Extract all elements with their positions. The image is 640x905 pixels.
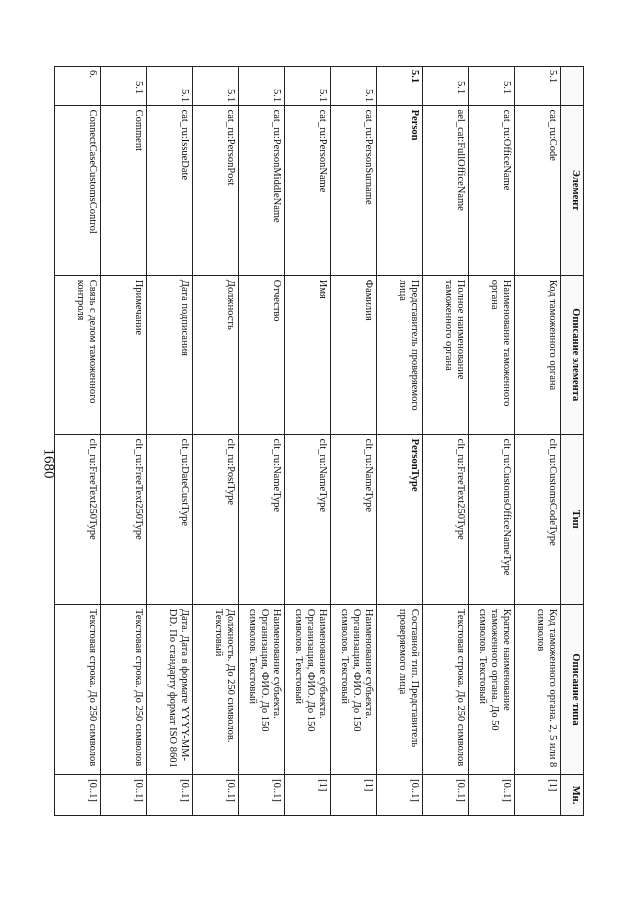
row-element-desc: Представитель проверяемого лица [377,275,423,434]
row-type-desc: Составной тип. Представитель проверяемого лица [377,604,423,774]
row-type-desc: Код таможенного органа. 2, 5 или 8 символов [515,604,561,774]
row-num: 5.1 [101,67,147,106]
row-num: 5.1 [193,67,239,106]
page-number: 1680 [40,448,57,479]
table-header-row [561,67,584,816]
row-type: clt_ru:FreeText250Type [55,434,101,604]
row-type-desc: Краткое наименование таможенного органа. До 50 символов. Текстовый [469,604,515,774]
row-element-desc: Полное наименование таможенного органа [423,275,469,434]
row-type-desc: Наименование субъекта. Организация, ФИО. До 150 символов. Текстовый [285,604,331,774]
row-element: cat_ru:IssueDate [147,105,193,275]
row-element-desc: Имя [285,275,331,434]
row-mn: [1] [515,775,561,816]
row-type-desc: Должность. До 250 символов. Текстовый [193,604,239,774]
row-mn: [0..1] [55,775,101,816]
row-element-desc: Должность [193,275,239,434]
row-element-desc: Примечание [101,275,147,434]
row-element: ConnectCaseCustomsControl [55,105,101,275]
table-row [515,67,561,816]
row-element-desc: Код таможенного органа [515,275,561,434]
header-element: Элемент [561,105,584,275]
row-mn: [0..1] [193,775,239,816]
schema-table [54,66,584,816]
row-num: 5.1 [423,67,469,106]
row-num: 5.1 [377,67,423,106]
row-type: clt_ru:DateCustType [147,434,193,604]
row-mn: [0..1] [423,775,469,816]
row-type: clt_ru:CustomsOfficeNameType [469,434,515,604]
row-element-desc: Дата подписания [147,275,193,434]
row-element: cat_ru:PersonPost [193,105,239,275]
table-row [377,67,423,816]
row-type: clt_ru:FreeText250Type [423,434,469,604]
row-type-desc: Наименование субъекта. Организация, ФИО. До 150 символов. Текстовый [239,604,285,774]
row-num: 5.1 [331,67,377,106]
row-element: cat_ru:PersonSurname [331,105,377,275]
row-element-desc: Фамилия [331,275,377,434]
document-table-container [64,66,584,816]
row-type: clt_ru:NameType [239,434,285,604]
row-element-desc: Отчество [239,275,285,434]
row-mn: [0..1] [147,775,193,816]
row-element-desc: Наименование таможенного органа [469,275,515,434]
row-type-desc: Текстовая строка. До 250 символов [101,604,147,774]
row-mn: [0..1] [101,775,147,816]
table-row [147,67,193,816]
row-element: cat_ru:Code [515,105,561,275]
row-num: 5.1 [469,67,515,106]
table-row [193,67,239,816]
row-element: cat_ru:PersonMiddleName [239,105,285,275]
row-type-desc: Текстовая строка. До 250 символов [55,604,101,774]
row-type: clt_ru:FreeText250Type [101,434,147,604]
row-element: Person [377,105,423,275]
row-element-desc: Связь с делом таможенного контроля [55,275,101,434]
row-type-desc: Дата. Дата в формате YYYY-MM-DD. По стандарту формат ISO 8601 [147,604,193,774]
row-num: 5.1 [147,67,193,106]
table-row [55,67,101,816]
row-mn: [0..1] [239,775,285,816]
row-type: clt_ru:NameType [285,434,331,604]
row-mn: [0..1] [469,775,515,816]
header-mn: Мн. [561,775,584,816]
row-mn: [1] [331,775,377,816]
table-row [285,67,331,816]
row-num: 6. [55,67,101,106]
row-num: 5.1 [239,67,285,106]
row-type-desc: Текстовая строка. До 250 символов [423,604,469,774]
row-type: clt_ru:CustomsCodeType [515,434,561,604]
header-type-desc: Описание типа [561,604,584,774]
row-mn: [1] [285,775,331,816]
row-type: clt_ru:NameType [331,434,377,604]
table-row [239,67,285,816]
row-num: 5.1 [515,67,561,106]
row-element: cat_ru:OfficeName [469,105,515,275]
table-row [423,67,469,816]
table-row [101,67,147,816]
row-element: cat_ru:PersonName [285,105,331,275]
row-type-desc: Наименование субъекта. Организация, ФИО. До 150 символов. Текстовый [331,604,377,774]
header-num [561,67,584,106]
table-row [331,67,377,816]
row-type: clt_ru:PostType [193,434,239,604]
row-num: 5.1 [285,67,331,106]
row-element: Comment [101,105,147,275]
row-type: PersonType [377,434,423,604]
table-row [469,67,515,816]
row-element: ael_cat:FullOfficeName [423,105,469,275]
row-mn: [0..1] [377,775,423,816]
header-type: Тип [561,434,584,604]
header-element-desc: Описание элемента [561,275,584,434]
